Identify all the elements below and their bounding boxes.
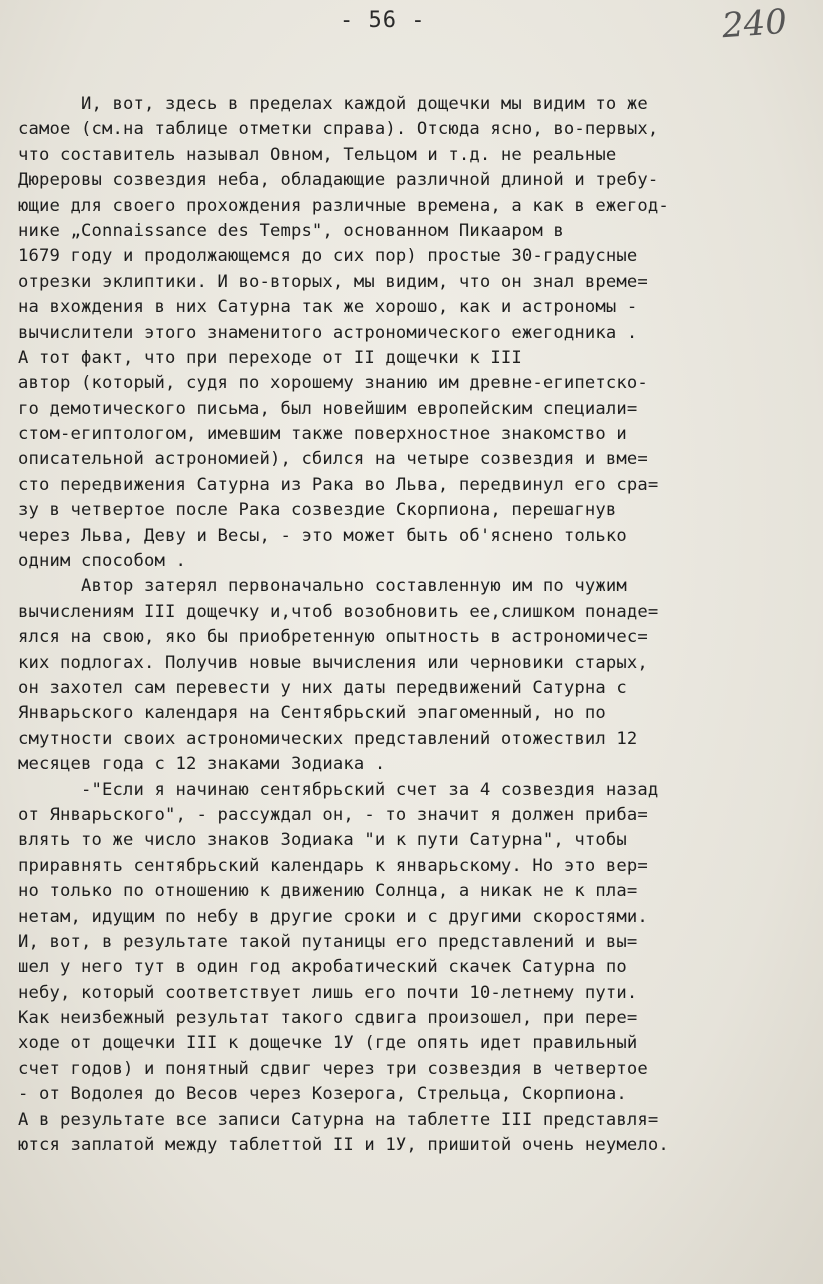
- text-line: - от Водолея до Весов через Козерога, Стрельца, Скорпиона.: [18, 1084, 627, 1105]
- text-line: А в результате все записи Сатурна на таблетте III представля=: [18, 1109, 659, 1130]
- text-line: го демотического письма, был новейшим европейским специали=: [18, 398, 638, 419]
- text-line: Январьского календаря на Сентябрьский эпагоменный, но по: [18, 703, 606, 724]
- text-line: одним способом .: [18, 551, 186, 572]
- text-line: месяцев года с 12 знаками Зодиака .: [18, 754, 386, 775]
- text-line: описательной астрономией), сбился на четыре созвездия и вме=: [18, 449, 648, 470]
- text-line: ющие для своего прохождения различные времена, а как в ежегод-: [18, 195, 669, 216]
- typewritten-text: [18, 92, 818, 1158]
- text-line: ются заплатой между таблеттой II и 1У, пришитой очень неумело.: [18, 1135, 669, 1156]
- handwritten-archive-number: 240: [720, 1, 789, 47]
- text-line: сто передвижения Сатурна из Рака во Льва, передвинул его сра=: [18, 474, 659, 495]
- text-line: он захотел сам перевести у них даты передвижений Сатурна с: [18, 677, 627, 698]
- text-line: приравнять сентябрьский календарь к январьскому. Но это вер=: [18, 855, 648, 876]
- text-line: ходе от дощечки III к дощечке 1У (где опять идет правильный: [18, 1033, 638, 1054]
- text-line: вычислители этого знаменитого астрономического ежегодника .: [18, 322, 638, 343]
- page-number: - 56 -: [340, 8, 426, 33]
- text-line: самое (см.на таблице отметки справа). Отсюда ясно, во-первых,: [18, 119, 659, 140]
- text-line: через Льва, Деву и Весы, - это может быть об'яснено только: [18, 525, 627, 546]
- text-line: но только по отношению к движению Солнца, а никак не к пла=: [18, 881, 638, 902]
- text-line: Дюреровы созвездия неба, обладающие различной длиной и требу-: [18, 170, 659, 191]
- text-line: от Январьского", - рассуждал он, - то значит я должен приба=: [18, 804, 648, 825]
- text-line: Как неизбежный результат такого сдвига произошел, при пере=: [18, 1008, 638, 1029]
- text-line: стом-египтологом, имевшим также поверхностное знакомство и: [18, 424, 627, 445]
- text-line: Автор затерял первоначально составленную им по чужим: [18, 576, 627, 597]
- text-line: смутности своих астрономических представлений отожествил 12: [18, 728, 638, 749]
- text-line: что составитель называл Овном, Тельцом и т.д. не реальные: [18, 144, 617, 165]
- text-line: -"Если я начинаю сентябрьский счет за 4 созвездия назад: [18, 779, 659, 800]
- text-line: И, вот, в результате такой путаницы его представлений и вы=: [18, 931, 638, 952]
- text-line: 1679 году и продолжающемся до сих пор) простые 30-градусные: [18, 246, 638, 267]
- text-line: нетам, идущим по небу в другие сроки и с другими скоростями.: [18, 906, 648, 927]
- text-line: на вхождения в них Сатурна так же хорошо, как и астрономы -: [18, 297, 638, 318]
- text-line: ких подлогах. Получив новые вычисления или черновики старых,: [18, 652, 648, 673]
- text-line: автор (который, судя по хорошему знанию им древне-египетско-: [18, 373, 648, 394]
- text-line: влять то же число знаков Зодиака "и к пути Сатурна", чтобы: [18, 830, 627, 851]
- text-line: А тот факт, что при переходе от II дощечки к III: [18, 347, 522, 368]
- text-line: зу в четвертое после Рака созвездие Скорпиона, перешагнув: [18, 500, 617, 521]
- text-line: нике „Connaissance des Temps", основанном Пикааром в: [18, 220, 564, 241]
- text-line: И, вот, здесь в пределах каждой дощечки мы видим то же: [18, 94, 648, 114]
- text-line: отрезки эклиптики. И во-вторых, мы видим, что он знал време=: [18, 271, 648, 292]
- text-line: вычислениям III дощечку и,чтоб возобновить ее,слишком понаде=: [18, 601, 659, 622]
- text-line: шел у него тут в один год акробатический скачек Сатурна по: [18, 957, 627, 978]
- text-line: счет годов) и понятный сдвиг через три созвездия в четвертое: [18, 1058, 648, 1079]
- text-line: небу, который соответствует лишь его почти 10-летнему пути.: [18, 982, 638, 1003]
- text-line: ялся на свою, яко бы приобретенную опытность в астрономичес=: [18, 627, 648, 648]
